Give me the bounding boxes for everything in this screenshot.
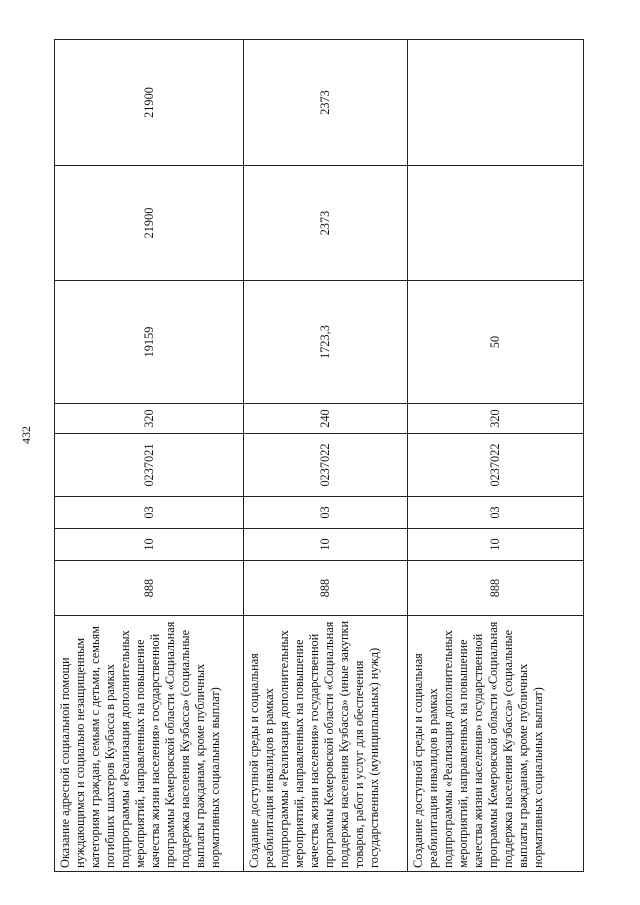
- amount-year-1: 1723,3: [244, 281, 408, 404]
- amount-year-3: [408, 40, 584, 166]
- ministry-code: 888: [408, 561, 584, 616]
- ministry-code: 888: [244, 561, 408, 616]
- row-description: Создание доступной среды и социальная реабилитация инвалидов в рамках подпрограммы «Реализация дополнительных мероприятий, направленных на повышение качества жизни населения» государственной программы Кемеровской области «Социальная поддержка населения Кузбасса» (социальные выплаты гражданам, кроме публичных нормативных социальных выплат): [408, 616, 584, 872]
- subsection-code: 03: [408, 497, 584, 529]
- amount-year-2: 21900: [55, 166, 244, 281]
- amount-year-3: 2373: [244, 40, 408, 166]
- expense-type-code: 320: [408, 404, 584, 434]
- ministry-code: 888: [55, 561, 244, 616]
- amount-year-2: [408, 166, 584, 281]
- amount-year-2: 2373: [244, 166, 408, 281]
- budget-table-wrapper: [54, 40, 583, 872]
- amount-year-3: 21900: [55, 40, 244, 166]
- table-row: [408, 40, 584, 872]
- table-row: [244, 40, 408, 872]
- row-description: Создание доступной среды и социальная реабилитация инвалидов в рамках подпрограммы «Реализация дополнительных мероприятий, направленных на повышение качества жизни населения» государственной программы Кемеровской области «Социальная поддержка населения Кузбасса» (иные закупки товаров, работ и услуг для обеспечения государственных (муниципальных) нужд): [244, 616, 408, 872]
- section-code: 10: [244, 529, 408, 561]
- target-article-code: 0237022: [408, 434, 584, 497]
- page-number: 432: [19, 426, 33, 444]
- budget-table: [54, 39, 584, 872]
- row-description: Оказание адресной социальной помощи нуждающимся и социально незащищенным категориям граждан, семьям с детьми, семьям погибших шахтеров Кузбасса в рамках подпрограммы «Реализация дополнительных мероприятий, направленных на повышение качества жизни населения» государственной программы Кемеровской области «Социальная поддержка населения Кузбасса» (социальные выплаты гражданам, кроме публичных нормативных социальных выплат): [55, 616, 244, 872]
- target-article-code: 0237022: [244, 434, 408, 497]
- section-code: 10: [408, 529, 584, 561]
- target-article-code: 0237021: [55, 434, 244, 497]
- expense-type-code: 320: [55, 404, 244, 434]
- subsection-code: 03: [244, 497, 408, 529]
- table-row: [55, 40, 244, 872]
- amount-year-1: 50: [408, 281, 584, 404]
- section-code: 10: [55, 529, 244, 561]
- subsection-code: 03: [55, 497, 244, 529]
- expense-type-code: 240: [244, 404, 408, 434]
- amount-year-1: 19159: [55, 281, 244, 404]
